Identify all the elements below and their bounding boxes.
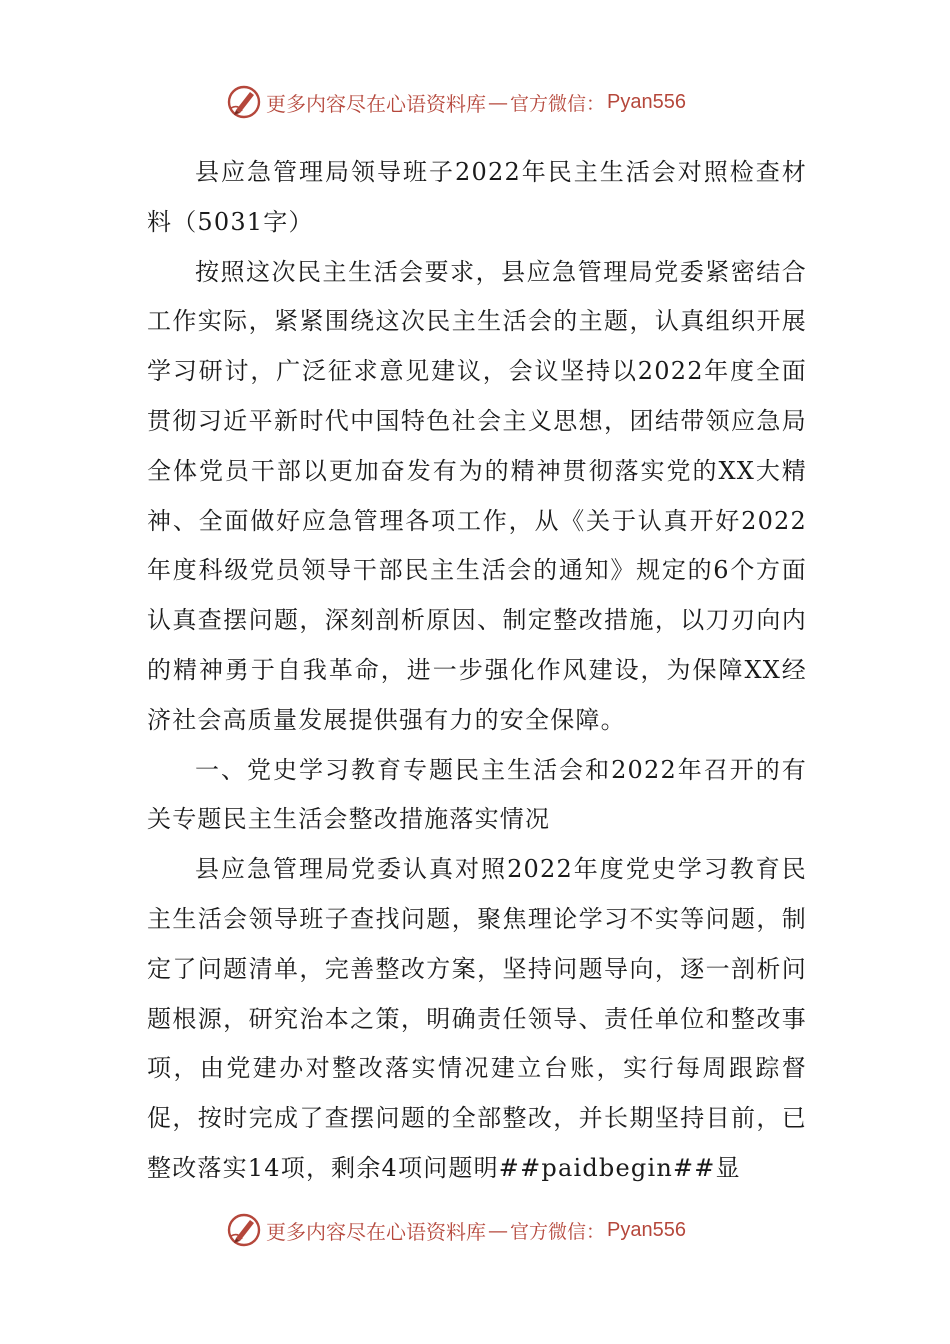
banner-site-text: 更多内容尽在心语资料库	[266, 91, 486, 116]
pen-logo-icon	[226, 84, 262, 120]
banner-separator: —	[488, 1218, 508, 1242]
section-heading-1: 一、党史学习教育专题民主生活会和2022年召开的有关专题民主生活会整改措施落实情况	[147, 755, 807, 834]
header-banner	[226, 82, 746, 122]
footer-banner	[226, 1210, 746, 1250]
paragraph-intro: 按照这次民主生活会要求，县应急管理局党委紧密结合工作实际，紧紧围绕这次民主生活会的主题，认真组织开展学习研讨，广泛征求意见建议，会议坚持以2022年度全面贯彻习近平新时代中国特色社会主义思想，团结带领应急局全体党员干部以更加奋发有为的精神贯彻落实党的XX大精神、全面做好应急管理各项工作，从《关于认真开好2022年度科级党员领导干部民主生活会的通知》规定的6个方面认真查摆问题，深刻剖析原因、制定整改措施，以刀刃向内的精神勇于自我革命，进一步强化作风建设，为保障XX经济社会高质量发展提供强有力的安全保障。	[147, 257, 807, 734]
banner-wechat-id: Pyan556	[607, 1218, 686, 1241]
banner-separator: —	[488, 90, 508, 114]
paragraph-section-1: 县应急管理局党委认真对照2022年度党史学习教育民主生活会领导班子查找问题，聚焦理论学习不实等问题，制定了问题清单，完善整改方案，坚持问题导向，逐一剖析问题根源，研究治本之策，明确责任领导、责任单位和整改事项，由党建办对整改落实情况建立台账，实行每周跟踪督促，按时完成了查摆问题的全部整改，并长期坚持目前，已整改落实14项，剩余4项问题明##paidbegin##显	[147, 855, 807, 1182]
document-body	[147, 148, 807, 1194]
document-title: 县应急管理局领导班子2022年民主生活会对照检查材料（5031字）	[147, 158, 807, 236]
banner-wechat-label: 官方微信：	[510, 1220, 606, 1243]
banner-wechat-label: 官方微信：	[510, 92, 606, 115]
banner-site-text: 更多内容尽在心语资料库	[266, 1219, 486, 1244]
banner-wechat-id: Pyan556	[607, 90, 686, 113]
pen-logo-icon	[226, 1212, 262, 1248]
